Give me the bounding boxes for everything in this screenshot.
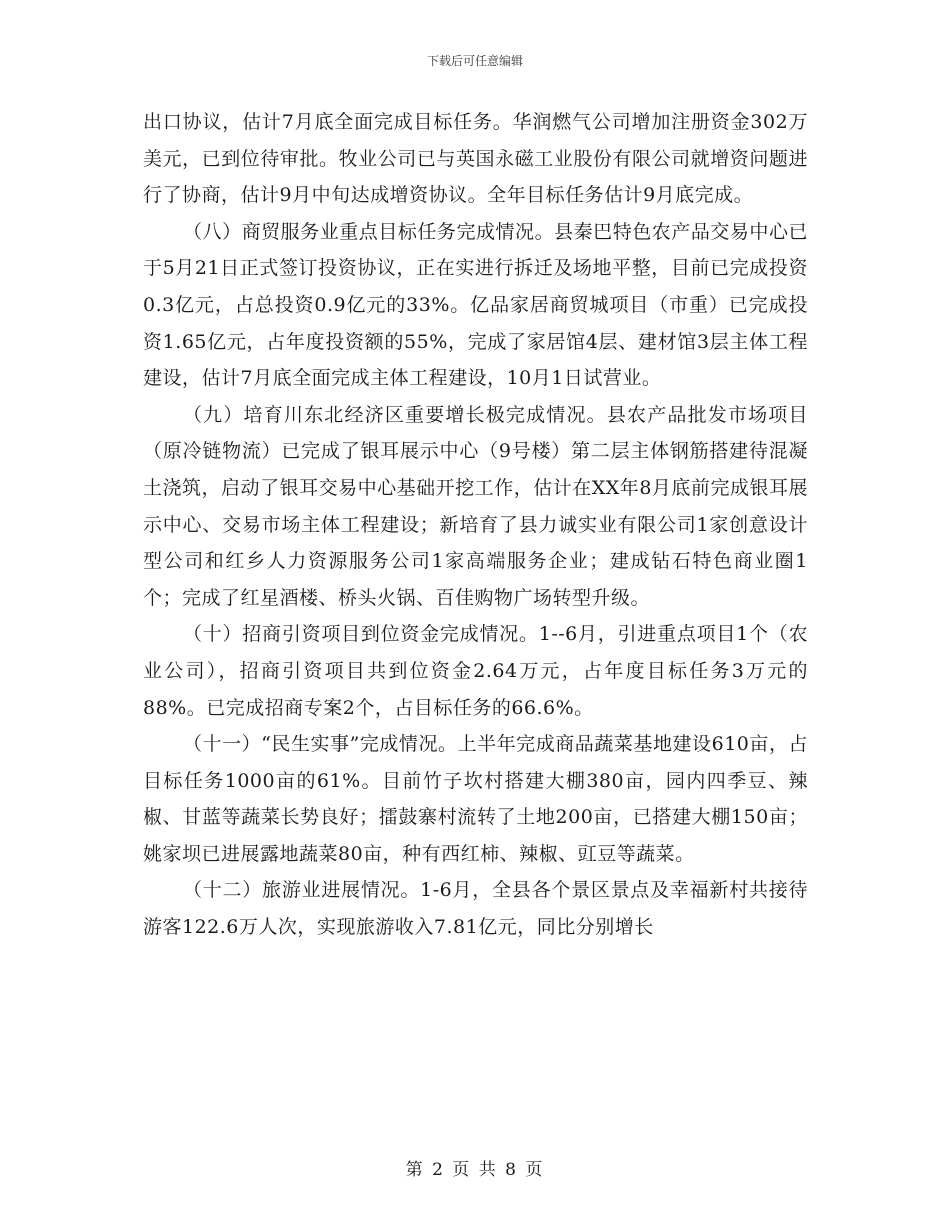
paragraph-tourism: （十二）旅游业进展情况。1-6月，全县各个景区景点及幸福新村共接待游客122.6万人次，实现旅游收入7.81亿元，同比分别增长 <box>143 879 808 939</box>
page-header: 下载后可任意编辑 <box>426 54 523 68</box>
paragraph-commerce: （八）商贸服务业重点目标任务完成情况。县秦巴特色农产品交易中心已于5月21日正式签订投资协议，正在实进行拆迁及场地平整，目前已完成投资0.3亿元，占总投资0.9亿元的33%。亿品家居商贸城项目（市重）已完成投资1.65亿元，占年度投资额的55%，完成了家居馆4层、建材馆3层主体工程建设，估计7月底全面完成主体工程建设，10月1日试营业。 <box>143 220 808 390</box>
paragraph-livelihood: （十一）“民生实事”完成情况。上半年完成商品蔬菜基地建设610亩，占目标任务1000亩的61%。目前竹子坎村搭建大棚380亩，园内四季豆、辣椒、甘蓝等蔬菜长势良好；擂鼓寨村流转了土地200亩，已搭建大棚150亩；姚家坝已进展露地蔬菜80亩，种有西红柿、辣椒、豇豆等蔬菜。 <box>143 733 808 865</box>
paragraph-investment: （十）招商引资项目到位资金完成情况。1--6月，引进重点项目1个（农业公司），招商引资项目共到位资金2.64万元，占年度目标任务3万元的88%。已完成招商专案2个，占目标任务的66.6%。 <box>143 623 808 719</box>
paragraph-continuation: 出口协议，估计7月底全面完成目标任务。华润燃气公司增加注册资金302万美元，已到位待审批。牧业公司已与英国永磁工业股份有限公司就增资问题进行了协商，估计9月中旬达成增资协议。全年目标任务估计9月底完成。 <box>143 111 808 207</box>
document-body <box>143 104 808 946</box>
paragraph-growth-pole: （九）培育川东北经济区重要增长极完成情况。县农产品批发市场项目（原冷链物流）已完成了银耳展示中心（9号楼）第二层主体钢筋搭建待混凝土浇筑，启动了银耳交易中心基础开挖工作，估计在XX年8月底前完成银耳展示中心、交易市场主体工程建设；新培育了县力诚实业有限公司1家创意设计型公司和红乡人力资源服务公司1家高端服务企业；建成钻石特色商业圈1个；完成了红星酒楼、桥头火锅、百佳购物广场转型升级。 <box>143 403 808 609</box>
page-footer: 第 2 页 共 8 页 <box>405 1160 545 1180</box>
